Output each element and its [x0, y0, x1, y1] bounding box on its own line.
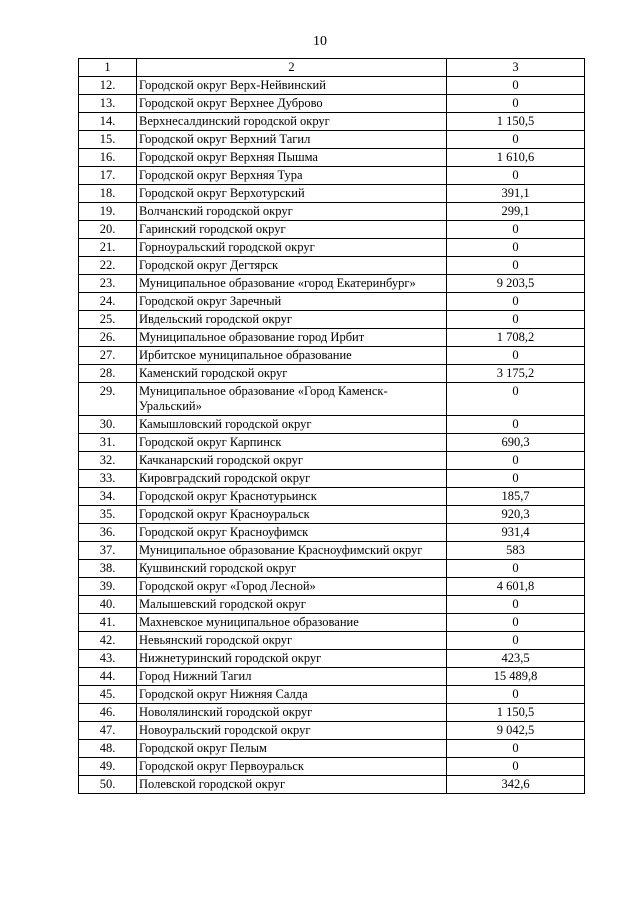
municipality-name: Городской округ Верхотурский	[137, 185, 447, 203]
table-row	[79, 365, 585, 383]
row-number: 22.	[79, 257, 137, 275]
row-value: 1 610,6	[447, 149, 585, 167]
row-number: 42.	[79, 632, 137, 650]
table-row	[79, 416, 585, 434]
row-number: 50.	[79, 776, 137, 794]
municipality-name: Нижнетуринский городской округ	[137, 650, 447, 668]
row-value: 299,1	[447, 203, 585, 221]
table-row	[79, 704, 585, 722]
row-value: 0	[447, 686, 585, 704]
table-row	[79, 257, 585, 275]
row-number: 34.	[79, 488, 137, 506]
page-number: 10	[313, 34, 327, 49]
municipality-name: Городской округ Верхняя Тура	[137, 167, 447, 185]
row-number: 41.	[79, 614, 137, 632]
table-row	[79, 113, 585, 131]
table-body	[79, 77, 585, 794]
table-row	[79, 632, 585, 650]
table-row	[79, 578, 585, 596]
row-value: 0	[447, 293, 585, 311]
row-value: 1 708,2	[447, 329, 585, 347]
municipality-name: Городской округ Пелым	[137, 740, 447, 758]
municipality-name: Новоуральский городской округ	[137, 722, 447, 740]
row-number: 45.	[79, 686, 137, 704]
table-row	[79, 311, 585, 329]
municipality-name: Махневское муниципальное образование	[137, 614, 447, 632]
municipality-name: Ивдельский городской округ	[137, 311, 447, 329]
row-number: 44.	[79, 668, 137, 686]
municipality-name: Кушвинский городской округ	[137, 560, 447, 578]
table-row	[79, 740, 585, 758]
municipality-name: Новолялинский городской округ	[137, 704, 447, 722]
table-row	[79, 614, 585, 632]
row-value: 583	[447, 542, 585, 560]
row-number: 49.	[79, 758, 137, 776]
row-number: 24.	[79, 293, 137, 311]
table-row	[79, 185, 585, 203]
row-value: 0	[447, 221, 585, 239]
municipality-name: Верхнесалдинский городской округ	[137, 113, 447, 131]
municipality-name: Камышловский городской округ	[137, 416, 447, 434]
row-number: 26.	[79, 329, 137, 347]
row-number: 17.	[79, 167, 137, 185]
table-row	[79, 131, 585, 149]
row-value: 0	[447, 740, 585, 758]
row-number: 19.	[79, 203, 137, 221]
municipality-name: Кировградский городской округ	[137, 470, 447, 488]
row-value: 9 042,5	[447, 722, 585, 740]
table-row	[79, 722, 585, 740]
row-value: 4 601,8	[447, 578, 585, 596]
table-row	[79, 149, 585, 167]
row-value: 0	[447, 758, 585, 776]
row-value: 0	[447, 77, 585, 95]
row-number: 29.	[79, 383, 137, 416]
row-value: 0	[447, 452, 585, 470]
municipality-name: Невьянский городской округ	[137, 632, 447, 650]
row-value: 931,4	[447, 524, 585, 542]
row-number: 37.	[79, 542, 137, 560]
municipality-name: Городской округ Верхнее Дуброво	[137, 95, 447, 113]
municipality-name: Полевской городской округ	[137, 776, 447, 794]
table-row	[79, 221, 585, 239]
row-number: 32.	[79, 452, 137, 470]
municipality-name: Город Нижний Тагил	[137, 668, 447, 686]
row-value: 0	[447, 416, 585, 434]
municipality-name: Городской округ Красноуфимск	[137, 524, 447, 542]
row-number: 27.	[79, 347, 137, 365]
row-number: 14.	[79, 113, 137, 131]
table-row	[79, 506, 585, 524]
table-row	[79, 275, 585, 293]
table-row	[79, 347, 585, 365]
row-number: 46.	[79, 704, 137, 722]
row-number: 21.	[79, 239, 137, 257]
table-row	[79, 434, 585, 452]
table-row	[79, 650, 585, 668]
row-value: 0	[447, 167, 585, 185]
row-number: 20.	[79, 221, 137, 239]
table-row	[79, 452, 585, 470]
row-value: 391,1	[447, 185, 585, 203]
row-number: 38.	[79, 560, 137, 578]
municipality-name: Гаринский городской округ	[137, 221, 447, 239]
table-row	[79, 560, 585, 578]
row-value: 0	[447, 470, 585, 488]
table-row	[79, 470, 585, 488]
municipality-name: Каменский городской округ	[137, 365, 447, 383]
row-number: 33.	[79, 470, 137, 488]
table-row	[79, 77, 585, 95]
row-number: 13.	[79, 95, 137, 113]
row-value: 0	[447, 131, 585, 149]
row-number: 23.	[79, 275, 137, 293]
table-row	[79, 203, 585, 221]
row-number: 28.	[79, 365, 137, 383]
row-number: 36.	[79, 524, 137, 542]
table-row	[79, 542, 585, 560]
municipality-name: Качканарский городской округ	[137, 452, 447, 470]
municipality-name: Муниципальное образование Красноуфимский округ	[137, 542, 447, 560]
municipality-name: Ирбитское муниципальное образование	[137, 347, 447, 365]
table-row	[79, 776, 585, 794]
row-number: 18.	[79, 185, 137, 203]
municipality-name: Муниципальное образование «город Екатеринбург»	[137, 275, 447, 293]
table-row	[79, 596, 585, 614]
table-row	[79, 668, 585, 686]
table-row	[79, 488, 585, 506]
table-row	[79, 383, 585, 416]
column-header-name: 2	[137, 59, 447, 77]
row-number: 35.	[79, 506, 137, 524]
municipality-name: Городской округ Верх-Нейвинский	[137, 77, 447, 95]
row-value: 3 175,2	[447, 365, 585, 383]
header-row	[79, 59, 585, 77]
municipality-name: Городской округ Первоуральск	[137, 758, 447, 776]
municipality-name: Волчанский городской округ	[137, 203, 447, 221]
row-number: 12.	[79, 77, 137, 95]
municipality-name: Городской округ «Город Лесной»	[137, 578, 447, 596]
municipality-name: Малышевский городской округ	[137, 596, 447, 614]
municipality-name: Городской округ Карпинск	[137, 434, 447, 452]
table-row	[79, 329, 585, 347]
table-row	[79, 239, 585, 257]
row-value: 1 150,5	[447, 704, 585, 722]
row-value: 0	[447, 560, 585, 578]
row-number: 15.	[79, 131, 137, 149]
row-value: 0	[447, 311, 585, 329]
row-value: 690,3	[447, 434, 585, 452]
table-row	[79, 686, 585, 704]
row-number: 47.	[79, 722, 137, 740]
row-number: 30.	[79, 416, 137, 434]
municipality-name: Городской округ Заречный	[137, 293, 447, 311]
table-row	[79, 95, 585, 113]
row-value: 0	[447, 632, 585, 650]
municipality-name: Муниципальное образование город Ирбит	[137, 329, 447, 347]
municipality-name: Городской округ Верхняя Пышма	[137, 149, 447, 167]
row-value: 423,5	[447, 650, 585, 668]
municipality-name: Городской округ Верхний Тагил	[137, 131, 447, 149]
row-number: 25.	[79, 311, 137, 329]
municipality-name: Городской округ Краснотурьинск	[137, 488, 447, 506]
data-table	[78, 58, 585, 794]
table-row	[79, 524, 585, 542]
row-value: 0	[447, 257, 585, 275]
table-row	[79, 293, 585, 311]
row-number: 31.	[79, 434, 137, 452]
row-number: 43.	[79, 650, 137, 668]
row-value: 0	[447, 95, 585, 113]
row-value: 185,7	[447, 488, 585, 506]
municipality-name: Муниципальное образование «Город Каменск-Уральский»	[137, 383, 447, 416]
row-value: 1 150,5	[447, 113, 585, 131]
column-header-value: 3	[447, 59, 585, 77]
municipality-name: Городской округ Дегтярск	[137, 257, 447, 275]
municipality-name: Горноуральский городской округ	[137, 239, 447, 257]
column-header-number: 1	[79, 59, 137, 77]
row-value: 0	[447, 383, 585, 416]
row-value: 0	[447, 596, 585, 614]
row-value: 0	[447, 614, 585, 632]
row-value: 0	[447, 239, 585, 257]
row-value: 0	[447, 347, 585, 365]
row-value: 342,6	[447, 776, 585, 794]
row-value: 15 489,8	[447, 668, 585, 686]
row-value: 9 203,5	[447, 275, 585, 293]
row-number: 40.	[79, 596, 137, 614]
row-value: 920,3	[447, 506, 585, 524]
row-number: 48.	[79, 740, 137, 758]
table-row	[79, 758, 585, 776]
municipality-name: Городской округ Красноуральск	[137, 506, 447, 524]
row-number: 16.	[79, 149, 137, 167]
table-row	[79, 167, 585, 185]
row-number: 39.	[79, 578, 137, 596]
municipality-name: Городской округ Нижняя Салда	[137, 686, 447, 704]
